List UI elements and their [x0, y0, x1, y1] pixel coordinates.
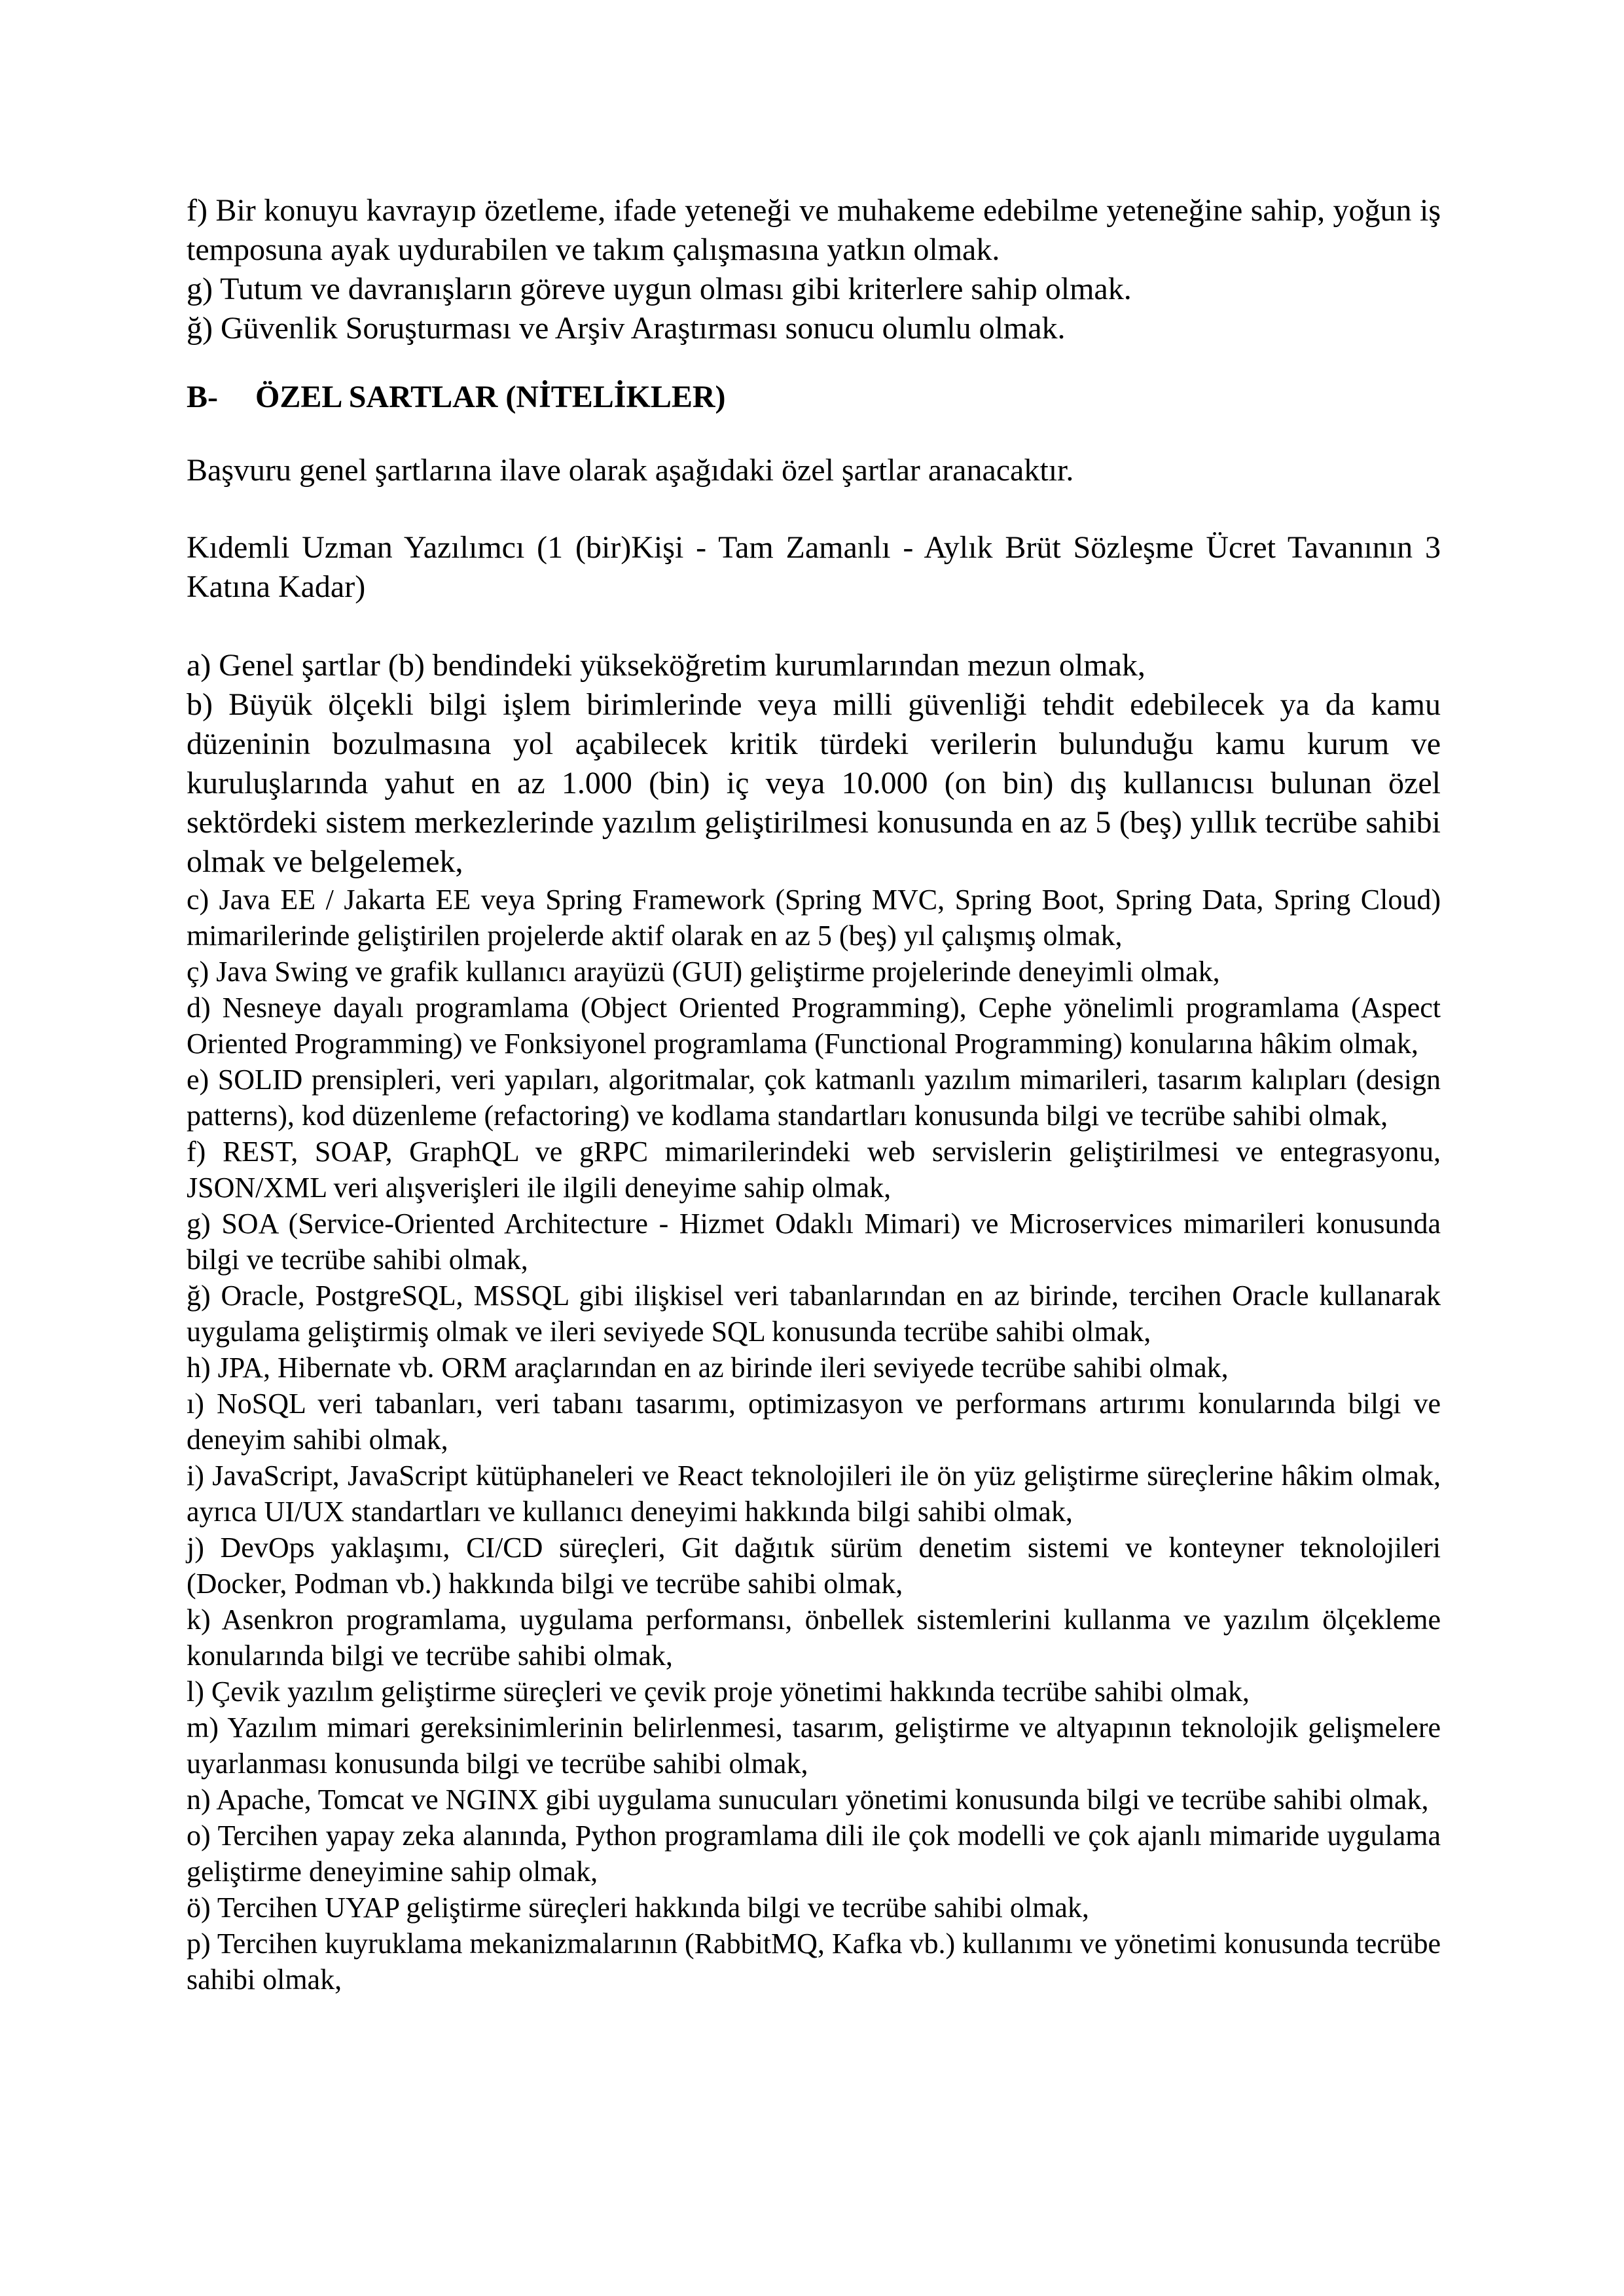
- requirement-item-a: a) Genel şartlar (b) bendindeki yükseköğretim kurumlarından mezun olmak,: [187, 648, 1146, 683]
- requirement-item-k: k) Asenkron programlama, uygulama performansı, önbellek sistemlerini kullanma ve yazılım ölçekleme konularında bilgi ve tecrübe sahibi olmak,: [187, 1604, 1441, 1672]
- general-item-gbreve: ğ) Güvenlik Soruşturması ve Arşiv Araştırması sonucu olumlu olmak.: [187, 311, 1066, 346]
- requirement-item-f: f) REST, SOAP, GraphQL ve gRPC mimarilerindeki web servislerin geliştirilmesi ve entegrasyonu, JSON/XML veri alışverişleri ile ilgili deneyime sahip olmak,: [187, 1136, 1441, 1204]
- requirement-item-odieresis: ö) Tercihen UYAP geliştirme süreçleri hakkında bilgi ve tecrübe sahibi olmak,: [187, 1892, 1089, 1924]
- requirement-item-cedilla: ç) Java Swing ve grafik kullanıcı arayüzü (GUI) geliştirme projelerinde deneyimli olmak,: [187, 956, 1220, 988]
- requirement-item-p: p) Tercihen kuyruklama mekanizmalarının (RabbitMQ, Kafka vb.) kullanımı ve yönetimi konusunda tecrübe sahibi olmak,: [187, 1928, 1441, 1996]
- section-heading-title: ÖZEL SARTLAR (NİTELİKLER): [255, 380, 726, 414]
- requirement-item-j: j) DevOps yaklaşımı, CI/CD süreçleri, Git dağıtık sürüm denetim sistemi ve konteyner teknolojileri (Docker, Podman vb.) hakkında bilgi ve tecrübe sahibi olmak,: [187, 1532, 1441, 1600]
- section-heading-prefix: B-: [187, 380, 218, 414]
- requirement-item-b: b) Büyük ölçekli bilgi işlem birimlerinde veya milli güvenliği tehdit edebilecek ya da kamu düzeninin bozulmasına yol açabilecek kritik türdeki verilerin bulunduğu kamu kurum ve kuruluşlarında yahut en az 1.000 (bin) iç veya 10.000 (on bin) dış kullanıcısı bulunan özel sektördeki sistem merkezlerinde yazılım geliştirilmesi konusunda en az 5 (beş) yıllık tecrübe sahibi olmak ve belgelemek,: [187, 687, 1441, 879]
- general-item-g: g) Tutum ve davranışların göreve uygun olması gibi kriterlere sahip olmak.: [187, 272, 1132, 306]
- position-title: Kıdemli Uzman Yazılımcı (1 (bir)Kişi - Tam Zamanlı - Aylık Brüt Sözleşme Ücret Tavanının 3 Katına Kadar): [187, 530, 1441, 604]
- intro-paragraph: Başvuru genel şartlarına ilave olarak aşağıdaki özel şartlar aranacaktır.: [187, 453, 1074, 488]
- requirement-item-g: g) SOA (Service-Oriented Architecture - Hizmet Odaklı Mimari) ve Microservices mimarileri konusunda bilgi ve tecrübe sahibi olmak,: [187, 1208, 1441, 1276]
- requirement-item-d: d) Nesneye dayalı programlama (Object Oriented Programming), Cephe yönelimli programlama (Aspect Oriented Programming) ve Fonksiyonel programlama (Functional Programming) konularına hâkim olmak,: [187, 992, 1441, 1060]
- requirement-item-gbreve: ğ) Oracle, PostgreSQL, MSSQL gibi ilişkisel veri tabanlarından en az birinde, tercihen Oracle kullanarak uygulama geliştirmiş olmak ve ileri seviyede SQL konusunda tecrübe sahibi olmak,: [187, 1280, 1441, 1348]
- requirement-item-l: l) Çevik yazılım geliştirme süreçleri ve çevik proje yönetimi hakkında tecrübe sahibi olmak,: [187, 1676, 1250, 1708]
- requirement-item-h: h) JPA, Hibernate vb. ORM araçlarından en az birinde ileri seviyede tecrübe sahibi olmak,: [187, 1352, 1229, 1384]
- section-heading: [187, 378, 1441, 417]
- requirement-item-i: i) JavaScript, JavaScript kütüphaneleri ve React teknolojileri ile ön yüz geliştirme süreçlerine hâkim olmak, ayrıca UI/UX standartları ve kullanıcı deneyimi hakkında bilgi sahibi olmak,: [187, 1460, 1441, 1528]
- requirement-item-c: c) Java EE / Jakarta EE veya Spring Framework (Spring MVC, Spring Boot, Spring Data, Spring Cloud) mimarilerinde geliştirilen projelerde aktif olarak en az 5 (beş) yıl çalışmış olmak,: [187, 884, 1441, 952]
- requirement-item-e: e) SOLID prensipleri, veri yapıları, algoritmalar, çok katmanlı yazılım mimarileri, tasarım kalıpları (design patterns), kod düzenleme (refactoring) ve kodlama standartları konusunda bilgi ve tecrübe sahibi olmak,: [187, 1064, 1441, 1132]
- special-conditions-list: [187, 646, 1441, 1998]
- requirement-item-o: o) Tercihen yapay zeka alanında, Python programlama dili ile çok modelli ve çok ajanlı mimaride uygulama geliştirme deneyimine sahip olmak,: [187, 1820, 1441, 1888]
- general-conditions-section: [187, 191, 1441, 348]
- general-item-f: f) Bir konuyu kavrayıp özetleme, ifade yeteneği ve muhakeme edebilme yeteneğine sahip, yoğun iş temposuna ayak uydurabilen ve takım çalışmasına yatkın olmak.: [187, 193, 1441, 267]
- requirement-item-dotless-i: ı) NoSQL veri tabanları, veri tabanı tasarımı, optimizasyon ve performans artırımı konularında bilgi ve deneyim sahibi olmak,: [187, 1388, 1441, 1456]
- requirement-item-m: m) Yazılım mimari gereksinimlerinin belirlenmesi, tasarım, geliştirme ve altyapının teknolojik gelişmelere uyarlanması konusunda bilgi ve tecrübe sahibi olmak,: [187, 1712, 1441, 1780]
- requirement-item-n: n) Apache, Tomcat ve NGINX gibi uygulama sunucuları yönetimi konusunda bilgi ve tecrübe sahibi olmak,: [187, 1784, 1429, 1816]
